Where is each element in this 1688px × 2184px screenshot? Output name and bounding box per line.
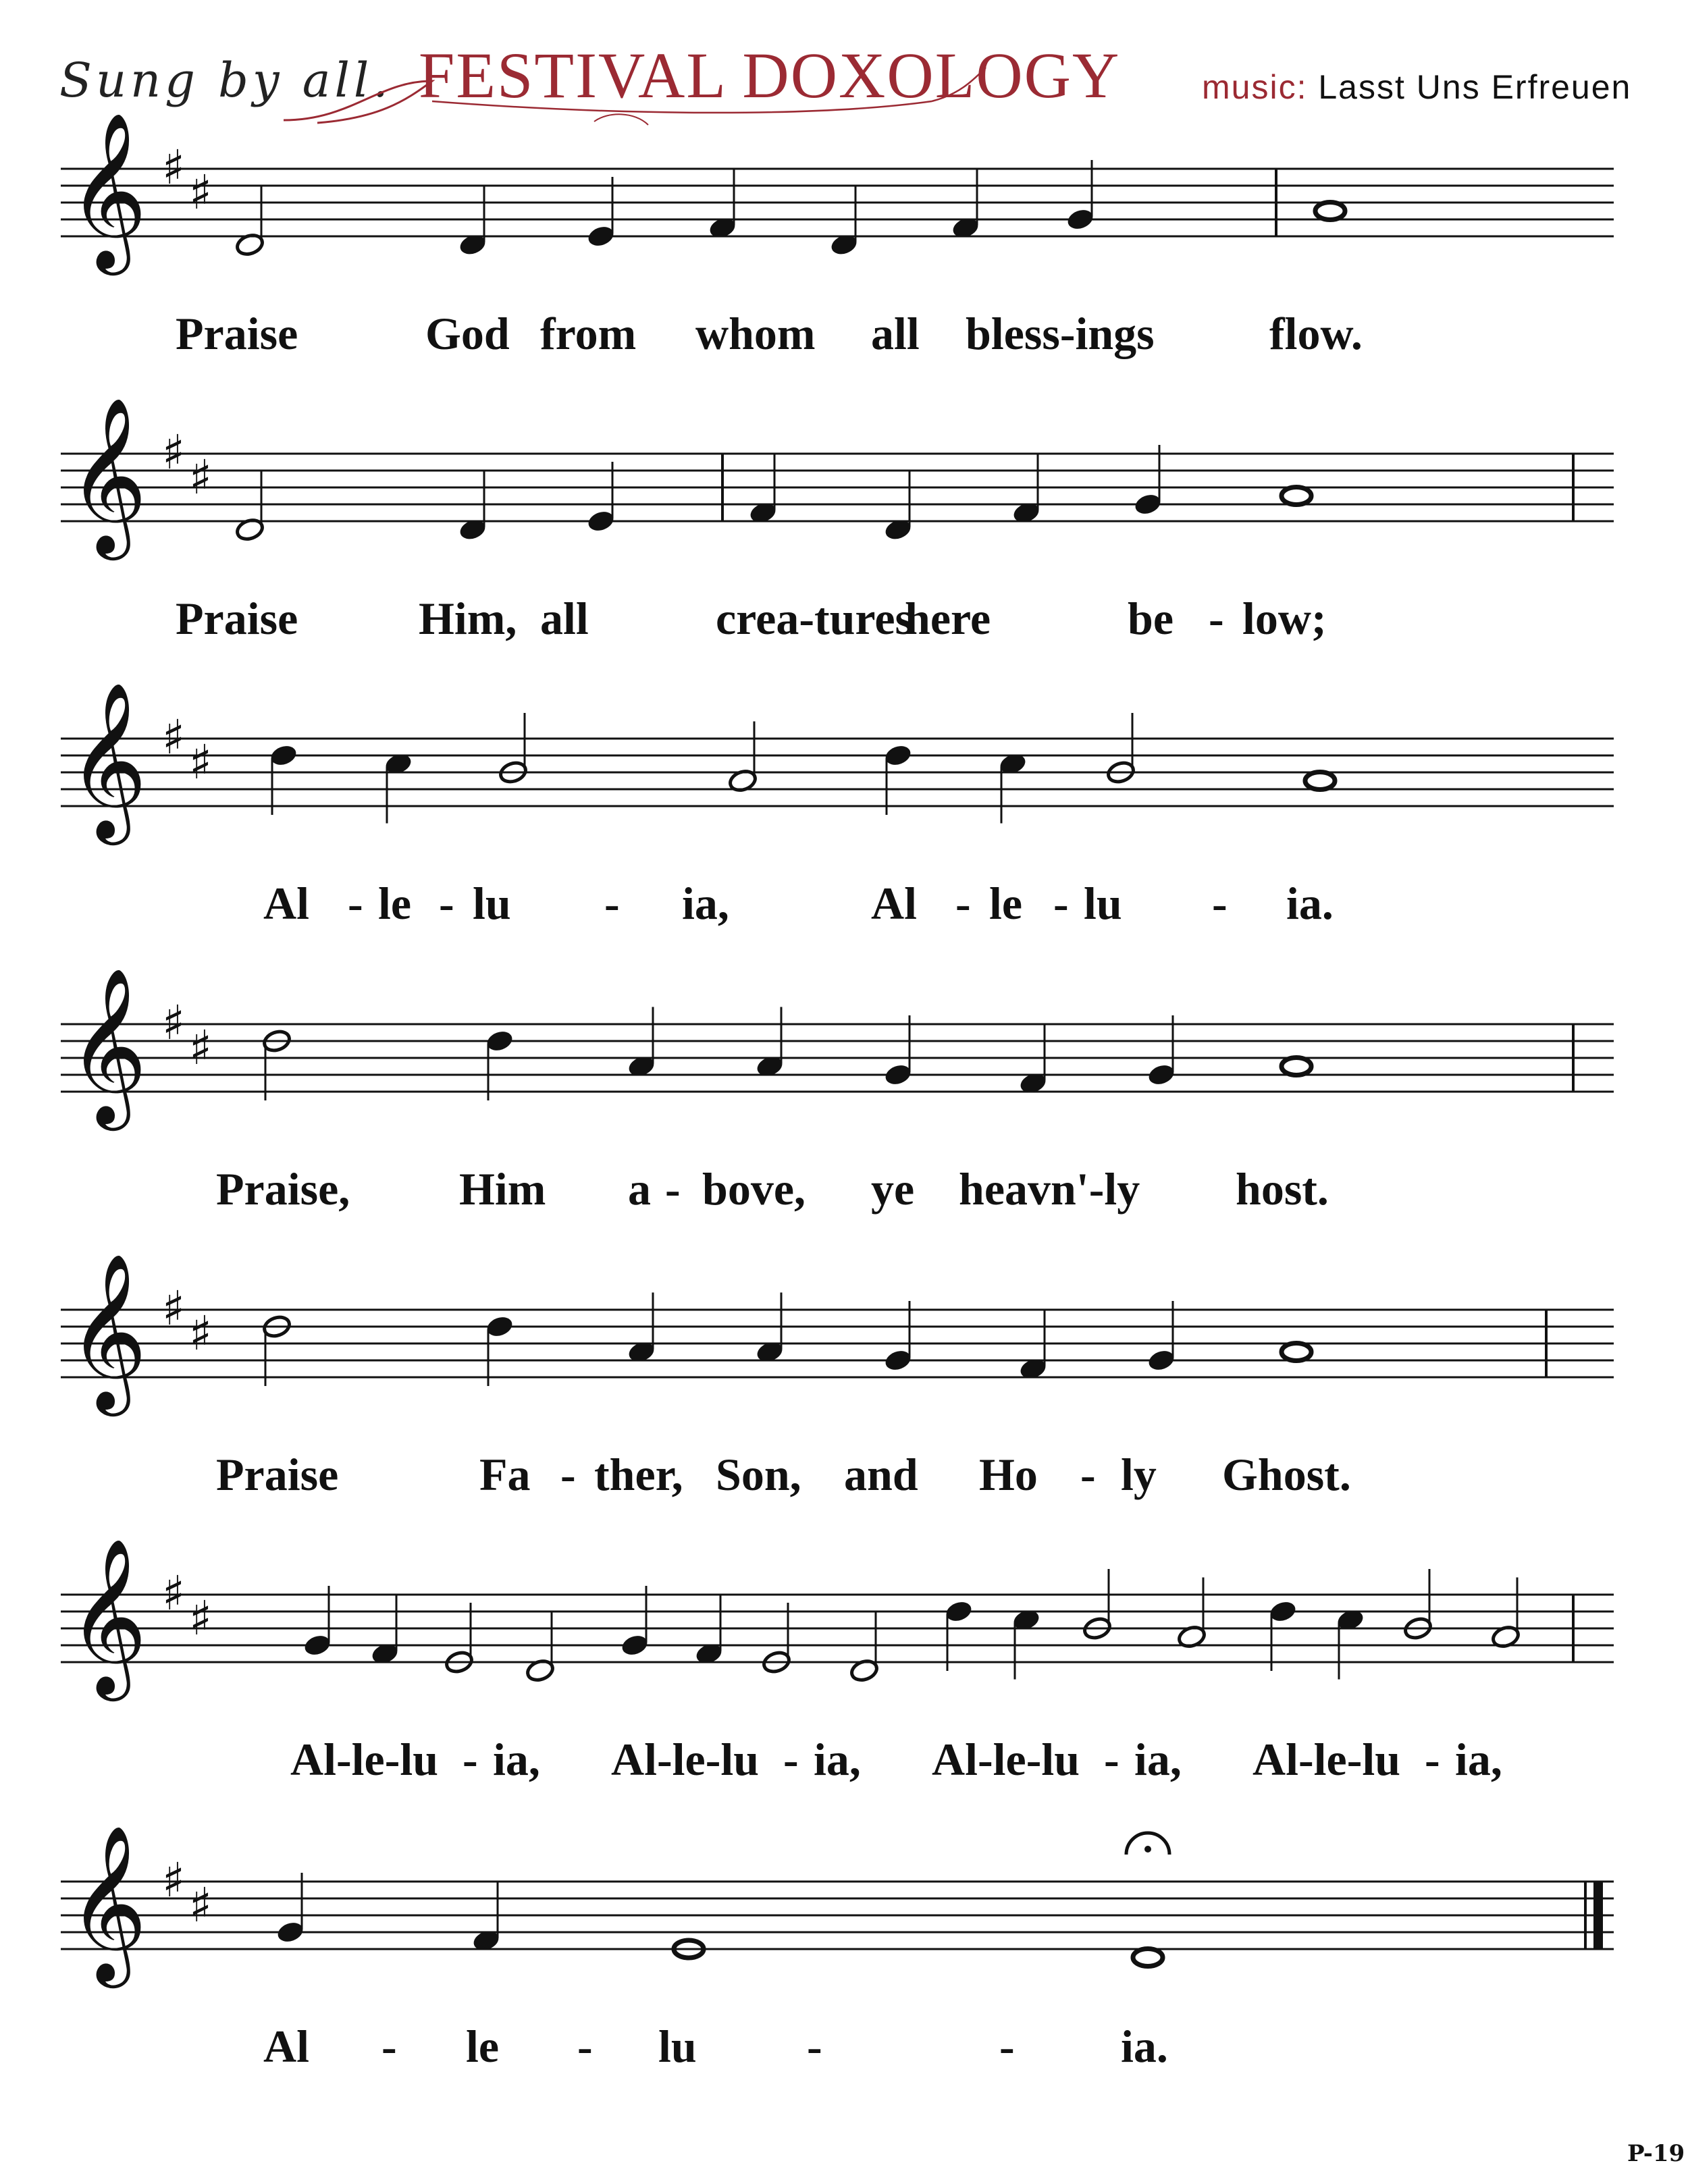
music-tune: Lasst Uns Erfreuen — [1318, 68, 1632, 106]
treble-clef-icon: 𝄞 — [68, 1824, 148, 1981]
lyric-syllable: - — [1209, 593, 1224, 644]
lyric-syllable: ther, — [594, 1449, 683, 1500]
note — [586, 462, 616, 534]
note — [1336, 1607, 1366, 1680]
sharp-icon: ♯ — [162, 1566, 185, 1621]
note — [883, 1301, 914, 1373]
lyric-syllable: - — [999, 2021, 1015, 2072]
note — [302, 1586, 333, 1658]
treble-clef-icon: 𝄞 — [68, 681, 148, 838]
lyric-syllable: ia, — [1455, 1734, 1502, 1785]
lyric-syllable: lu — [1084, 878, 1122, 929]
note — [1146, 1301, 1177, 1373]
lyric-syllable: ia, — [493, 1734, 540, 1785]
note — [471, 1882, 502, 1954]
lyric-syllable: here — [905, 593, 991, 644]
note — [485, 1028, 515, 1100]
note — [829, 186, 860, 258]
lyric-syllable: Al-le-lu — [1252, 1734, 1401, 1785]
note — [1403, 1569, 1433, 1641]
lyric-syllable: ia, — [682, 878, 729, 929]
treble-clef-icon: 𝄞 — [68, 1537, 148, 1695]
lyric-syllable: Ho — [979, 1449, 1038, 1500]
lyric-syllable: - — [463, 1734, 478, 1785]
lyric-syllable: ia. — [1286, 878, 1334, 929]
lyric-syllable: and — [844, 1449, 918, 1500]
lyric-syllable: crea-tures — [716, 593, 914, 644]
lyric-syllable: Al-le-lu — [611, 1734, 760, 1785]
note — [1305, 772, 1335, 790]
treble-clef-icon: 𝄞 — [68, 396, 148, 554]
note — [458, 471, 488, 543]
note — [951, 169, 981, 241]
lyric-syllable: - — [604, 878, 620, 929]
treble-clef-icon: 𝄞 — [68, 1252, 148, 1410]
lyric-syllable: all — [540, 593, 589, 644]
note — [269, 743, 299, 815]
note — [485, 1314, 515, 1386]
hymn-title: FESTIVAL DOXOLOGY — [419, 39, 1121, 111]
lyric-syllable: le — [989, 878, 1023, 929]
lyric-syllable: ia. — [1121, 2021, 1168, 2072]
note — [708, 169, 738, 241]
lyric-syllable: Ghost. — [1222, 1449, 1351, 1500]
lyric-syllable: ia, — [1134, 1734, 1182, 1785]
lyric-syllable: - — [560, 1449, 576, 1500]
lyric-syllable: le — [466, 2021, 500, 2072]
note — [620, 1586, 650, 1658]
sharp-icon: ♯ — [189, 1020, 212, 1075]
sharp-icon: ♯ — [162, 1281, 185, 1336]
lyric-syllable: - — [1212, 878, 1228, 929]
fermata-dot — [1144, 1846, 1151, 1853]
lyric-syllable: Praise, — [216, 1163, 350, 1215]
lyric-syllable: be — [1128, 593, 1173, 644]
note — [1133, 1949, 1163, 1967]
note — [262, 1028, 292, 1100]
lyric-syllable: Al-le-lu — [290, 1734, 439, 1785]
staff-system — [0, 1527, 1688, 1703]
note — [883, 743, 914, 815]
music-label: music: — [1202, 68, 1308, 106]
lyric-syllable: - — [381, 2021, 397, 2072]
sharp-icon: ♯ — [189, 1306, 212, 1361]
note — [1133, 445, 1163, 517]
note — [262, 1314, 292, 1386]
lyric-syllable: God — [425, 308, 510, 359]
note — [627, 1293, 657, 1365]
note — [525, 1612, 556, 1684]
note — [458, 186, 488, 258]
note — [586, 177, 616, 249]
note — [1106, 713, 1136, 785]
lyric-syllable: Al — [263, 2021, 309, 2072]
final-bar-thick — [1593, 1882, 1603, 1949]
sharp-icon: ♯ — [189, 450, 212, 505]
note — [1315, 203, 1345, 220]
note — [1268, 1599, 1298, 1671]
lyric-syllable: all — [871, 308, 920, 359]
lyric-syllable: heavn'-ly — [959, 1163, 1140, 1215]
lyric-syllable: ia, — [814, 1734, 861, 1785]
lyric-syllable: Al — [871, 878, 917, 929]
lyric-syllable: Son, — [716, 1449, 801, 1500]
staff-system — [0, 101, 1688, 277]
staff-system — [0, 1242, 1688, 1418]
lyric-syllable: lu — [473, 878, 511, 929]
note — [1018, 1310, 1049, 1382]
lyric-syllable: ly — [1121, 1449, 1157, 1500]
note — [1282, 1058, 1311, 1075]
lyric-syllable: from — [540, 308, 637, 359]
note — [883, 1015, 914, 1088]
lyric-syllable: - — [1053, 878, 1069, 929]
lyric-syllable: Praise — [216, 1449, 339, 1500]
note — [748, 454, 779, 526]
note — [1282, 1343, 1311, 1361]
note — [762, 1603, 792, 1675]
note — [1018, 1024, 1049, 1096]
lyric-syllable: Al-le-lu — [932, 1734, 1080, 1785]
staff-system — [0, 1814, 1688, 1990]
lyric-syllable: le — [378, 878, 412, 929]
lyric-syllable: Al — [263, 878, 309, 929]
lyric-syllable: Praise — [176, 593, 298, 644]
note — [235, 471, 265, 543]
note — [275, 1873, 306, 1945]
note — [1082, 1569, 1113, 1641]
sharp-icon: ♯ — [189, 1877, 212, 1933]
lyric-syllable: host. — [1236, 1163, 1329, 1215]
lyric-syllable: Him — [459, 1163, 546, 1215]
lyric-syllable: Fa — [479, 1449, 531, 1500]
sharp-icon: ♯ — [162, 710, 185, 765]
note — [883, 471, 914, 543]
lyric-syllable: - — [1425, 1734, 1440, 1785]
lyric-syllable: - — [439, 878, 454, 929]
lyric-syllable: - — [665, 1163, 681, 1215]
treble-clef-icon: 𝄞 — [68, 111, 148, 269]
note — [1491, 1578, 1521, 1650]
lyric-syllable: ye — [871, 1163, 915, 1215]
lyric-syllable: - — [577, 2021, 593, 2072]
sharp-icon: ♯ — [189, 735, 212, 790]
lyric-syllable: - — [807, 2021, 822, 2072]
lyric-syllable: - — [1080, 1449, 1096, 1500]
note — [627, 1007, 657, 1080]
note — [728, 722, 758, 794]
lyric-syllable: - — [955, 878, 971, 929]
note — [1011, 454, 1042, 526]
note — [755, 1007, 785, 1080]
note — [444, 1603, 475, 1675]
note — [384, 751, 414, 824]
sharp-icon: ♯ — [189, 165, 212, 220]
sharp-icon: ♯ — [162, 425, 185, 480]
note — [755, 1293, 785, 1365]
note — [1011, 1607, 1042, 1680]
lyric-syllable: Him, — [419, 593, 517, 644]
note — [370, 1595, 400, 1667]
note — [1065, 160, 1096, 232]
note — [849, 1612, 880, 1684]
staff-system — [0, 671, 1688, 847]
lyric-syllable: - — [1104, 1734, 1119, 1785]
sharp-icon: ♯ — [189, 1591, 212, 1646]
note — [1146, 1015, 1177, 1088]
sharp-icon: ♯ — [162, 995, 185, 1050]
sharp-icon: ♯ — [162, 140, 185, 195]
note — [1282, 487, 1311, 505]
lyric-syllable: - — [348, 878, 363, 929]
note — [1177, 1578, 1207, 1650]
lyric-syllable: flow. — [1269, 308, 1363, 359]
lyric-syllable: bless-ings — [966, 308, 1155, 359]
page-number: P-19 — [1627, 2140, 1685, 2167]
sharp-icon: ♯ — [162, 1853, 185, 1908]
note — [944, 1599, 974, 1671]
staff-system — [0, 386, 1688, 562]
lyric-syllable: a — [628, 1163, 651, 1215]
performance-note: Sung by all. — [59, 53, 392, 108]
note — [235, 186, 265, 258]
lyric-syllable: low; — [1242, 593, 1327, 644]
lyric-syllable: Praise — [176, 308, 298, 359]
treble-clef-icon: 𝄞 — [68, 967, 148, 1124]
lyric-syllable: lu — [658, 2021, 697, 2072]
lyric-syllable: bove, — [702, 1163, 806, 1215]
note — [998, 751, 1028, 824]
lyric-syllable: whom — [695, 308, 816, 359]
note — [694, 1595, 724, 1667]
note — [498, 713, 529, 785]
staff-system — [0, 957, 1688, 1132]
lyric-syllable: - — [783, 1734, 799, 1785]
